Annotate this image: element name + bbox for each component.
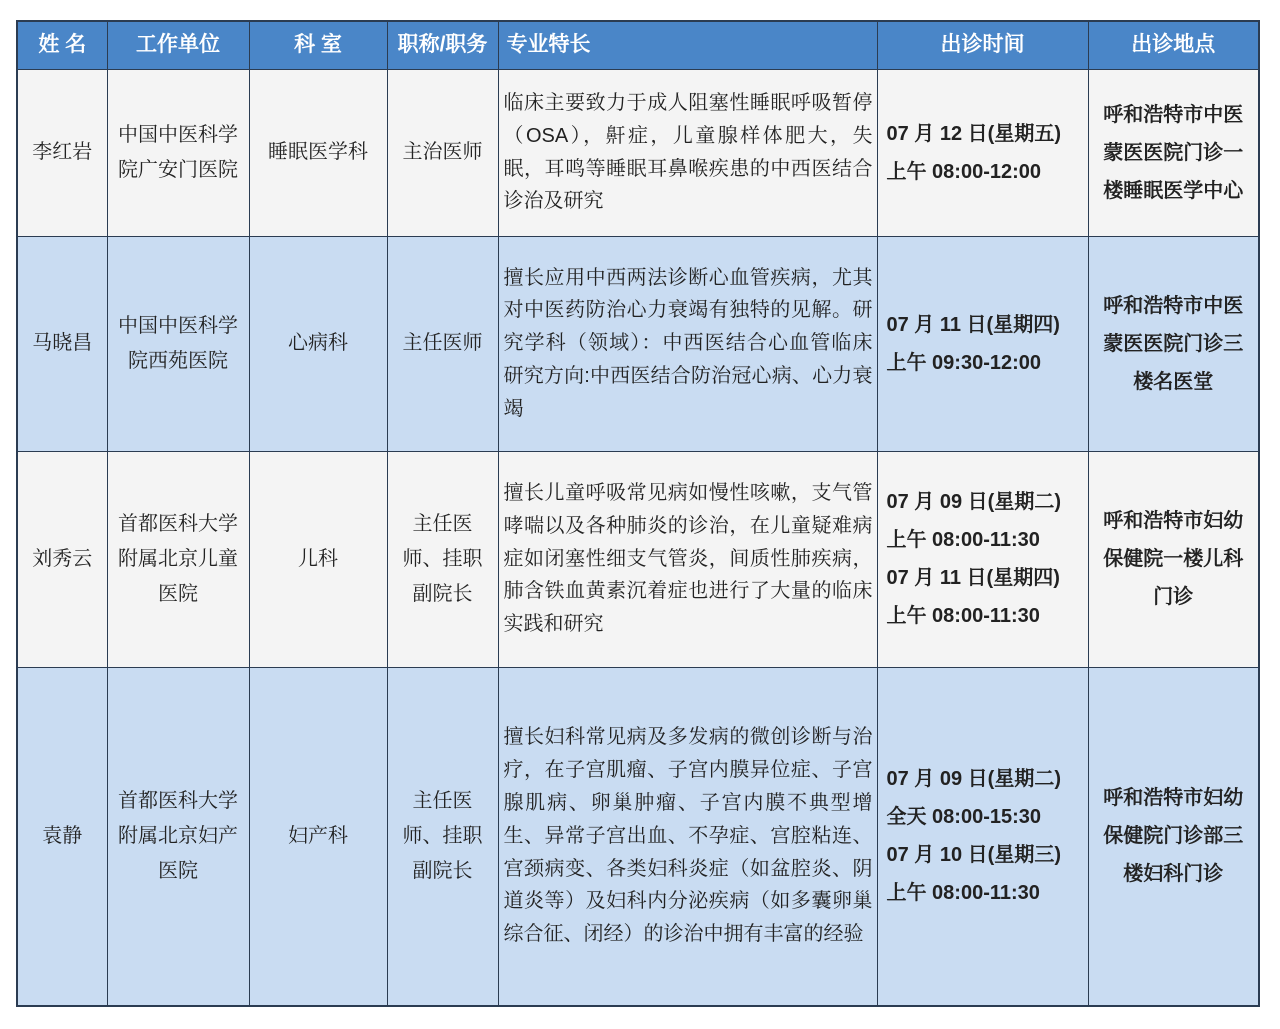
doctor-location: 呼和浩特市中医蒙医医院门诊一楼睡眠医学中心	[1088, 69, 1259, 236]
header-schedule: 出诊时间	[877, 21, 1088, 69]
header-location: 出诊地点	[1088, 21, 1259, 69]
doctor-schedule	[877, 236, 1088, 451]
doctor-name: 刘秀云	[17, 451, 107, 667]
doctor-title: 主任医师	[387, 236, 498, 451]
doctor-department: 儿科	[249, 451, 387, 667]
doctor-location: 呼和浩特市妇幼保健院一楼儿科门诊	[1088, 451, 1259, 667]
doctor-department: 妇产科	[249, 667, 387, 1006]
table-row-yuan-jing	[17, 667, 1259, 1006]
header-title: 职称/职务	[387, 21, 498, 69]
schedule-line: 07 月 10 日(星期三)	[886, 844, 1061, 867]
doctor-unit: 首都医科大学附属北京儿童医院	[107, 451, 249, 667]
schedule-line: 上午 08:00-11:30	[886, 529, 1040, 551]
table-row-liu-xiuyun	[17, 451, 1259, 667]
doctor-department: 睡眠医学科	[249, 69, 387, 236]
header-unit: 工作单位	[107, 21, 249, 69]
doctor-schedule	[877, 69, 1088, 236]
doctor-schedule	[877, 667, 1088, 1006]
schedule-line: 上午 09:30-12:00	[886, 351, 1042, 374]
table-row-ma-xiaochang	[17, 236, 1259, 451]
doctor-department: 心病科	[249, 236, 387, 451]
header-name: 姓 名	[17, 21, 107, 69]
doctor-schedule	[877, 451, 1088, 667]
doctor-name: 马晓昌	[17, 236, 107, 451]
schedule-line: 07 月 11 日(星期四)	[886, 313, 1060, 336]
doctor-location: 呼和浩特市中医蒙医医院门诊三楼名医堂	[1088, 236, 1259, 451]
schedule-line: 07 月 09 日(星期二)	[886, 491, 1061, 513]
doctor-title: 主任医师、挂职副院长	[387, 451, 498, 667]
header-department: 科 室	[249, 21, 387, 69]
doctor-name: 李红岩	[17, 69, 107, 236]
schedule-line: 07 月 09 日(星期二)	[886, 768, 1061, 791]
doctor-location: 呼和浩特市妇幼保健院门诊部三楼妇科门诊	[1088, 667, 1259, 1006]
schedule-line: 上午 08:00-12:00	[886, 160, 1042, 183]
doctor-unit: 首都医科大学附属北京妇产医院	[107, 667, 249, 1006]
schedule-line: 07 月 11 日(星期四)	[886, 567, 1060, 589]
doctor-unit: 中国中医科学院广安门医院	[107, 69, 249, 236]
schedule-line: 全天 08:00-15:30	[886, 806, 1042, 829]
header-row	[17, 21, 1259, 69]
doctor-schedule-table	[16, 20, 1260, 1007]
schedule-line: 上午 08:00-11:30	[886, 882, 1040, 905]
doctor-specialty: 擅长儿童呼吸常见病如慢性咳嗽，支气管哮喘以及各种肺炎的诊治，在儿童疑难病症如闭塞性细支气管炎，间质性肺疾病，肺含铁血黄素沉着症也进行了大量的临床实践和研究	[498, 451, 877, 667]
doctor-name: 袁静	[17, 667, 107, 1006]
table-row-li-hongyan	[17, 69, 1259, 236]
doctor-specialty: 临床主要致力于成人阻塞性睡眠呼吸暂停（OSA），鼾症，儿童腺样体肥大，失眠，耳鸣等睡眠耳鼻喉疾患的中西医结合诊治及研究	[498, 69, 877, 236]
doctor-title: 主治医师	[387, 69, 498, 236]
doctor-title: 主任医师、挂职副院长	[387, 667, 498, 1006]
doctor-unit: 中国中医科学院西苑医院	[107, 236, 249, 451]
schedule-line: 上午 08:00-11:30	[886, 605, 1040, 627]
doctor-specialty: 擅长应用中西两法诊断心血管疾病，尤其对中医药防治心力衰竭有独特的见解。研究学科（领域）：中西医结合心血管临床研究方向:中西医结合防治冠心病、心力衰竭	[498, 236, 877, 451]
doctor-specialty: 擅长妇科常见病及多发病的微创诊断与治疗，在子宫肌瘤、子宫内膜异位症、子宫腺肌病、卵巢肿瘤、子宫内膜不典型增生、异常子宫出血、不孕症、宫腔粘连、宫颈病变、各类妇科炎症（如盆腔炎、阴道炎等）及妇科内分泌疾病（如多囊卵巢综合征、闭经）的诊治中拥有丰富的经验	[498, 667, 877, 1006]
schedule-line: 07 月 12 日(星期五)	[886, 122, 1061, 145]
header-specialty: 专业特长	[498, 21, 877, 69]
